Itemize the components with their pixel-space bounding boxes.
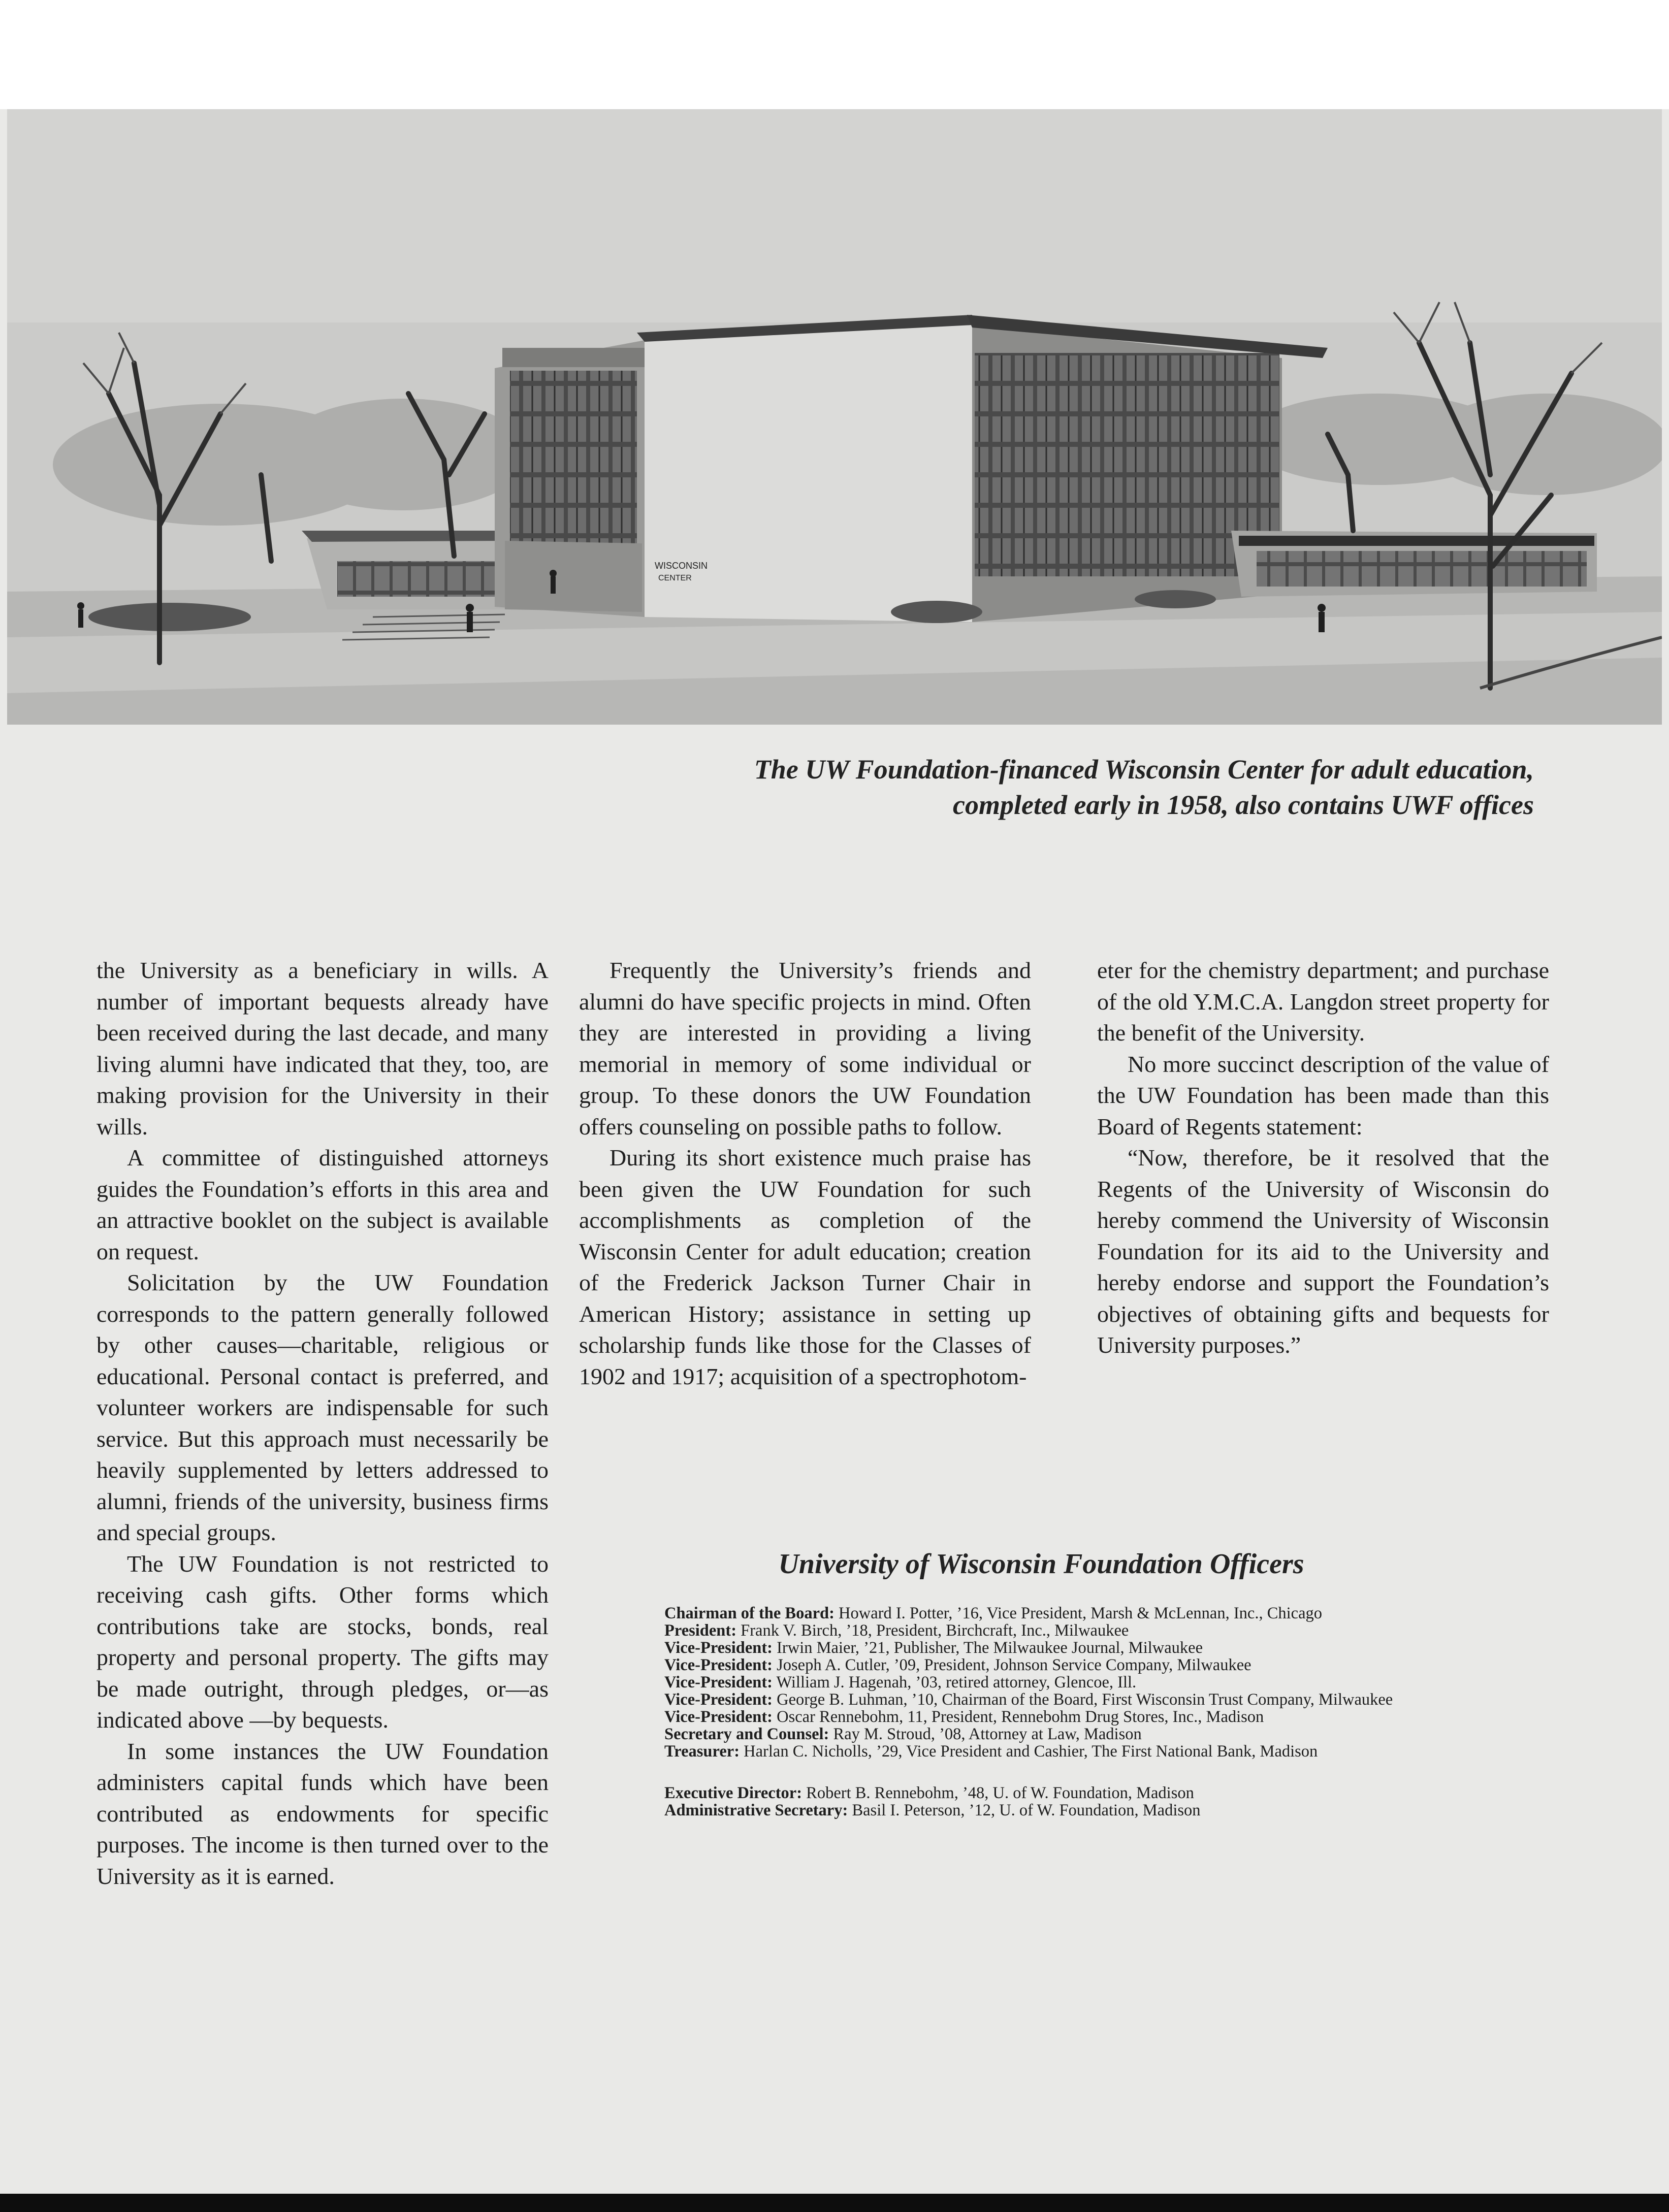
caption-line-1: The UW Foundation-financed Wisconsin Center for adult education, (754, 754, 1534, 785)
staff-entry (664, 1784, 1477, 1802)
text-column-3 (1097, 955, 1549, 1361)
officers-heading: University of Wisconsin Foundation Officers (778, 1548, 1304, 1580)
officer-details: Howard I. Potter, ’16, Vice President, Marsh & McLennan, Inc., Chicago (839, 1604, 1323, 1622)
paragraph: Frequently the University’s friends and alumni do have specific projects in mind. Often they are interested in providing a living memorial in memory of some individual or group. To these donors the UW Foundation offers counseling on possible paths to follow. (579, 957, 1031, 1140)
page-bottom-edge (0, 2194, 1669, 2212)
staff-details: Robert B. Rennebohm, ’48, U. of W. Foundation, Madison (806, 1784, 1194, 1802)
officer-role: Vice-President: (664, 1656, 773, 1674)
officers-list (664, 1605, 1477, 1819)
officer-role: Treasurer: (664, 1742, 740, 1761)
staff-role: Executive Director: (664, 1784, 803, 1802)
officer-details: Frank V. Birch, ’18, President, Birchcraft, Inc., Milwaukee (741, 1621, 1129, 1640)
officer-entry (664, 1622, 1477, 1639)
paragraph: eter for the chemistry department; and purchase of the old Y.M.C.A. Langdon street property for the benefit of the University. (1097, 957, 1549, 1046)
building-illustration (7, 109, 1662, 725)
paragraph: Solicitation by the UW Foundation corresponds to the pattern generally followed by other causes—charitable, religious or educational. Personal contact is preferred, and volunteer workers are indispensable for such service. But this approach must necessarily be heavily supplemented by letters addressed to alumni, friends of the university, business firms and special groups. (97, 1270, 549, 1545)
officer-role: Vice-President: (664, 1673, 773, 1691)
building-sign-line2: CENTER (658, 574, 692, 582)
officer-role: Secretary and Counsel: (664, 1725, 829, 1743)
paragraph: “Now, therefore, be it resolved that the Regents of the University of Wisconsin do hereby commend the University of Wisconsin Foundation for its aid to the University and hereby endorse and support the Foundation’s objectives of obtaining gifts and bequests for University purposes.” (1097, 1145, 1549, 1358)
officer-details: William J. Hagenah, ’03, retired attorney, Glencoe, Ill. (776, 1673, 1137, 1691)
officer-entry (664, 1708, 1477, 1726)
officer-details: George B. Luhman, ’10, Chairman of the Board, First Wisconsin Trust Company, Milwaukee (777, 1690, 1393, 1709)
text-column-2 (579, 955, 1031, 1392)
paragraph: the University as a beneficiary in wills. A number of important bequests already have been received during the last decade, and many living alumni have indicated that they, too, are making provision for the University in their wills. (97, 957, 549, 1140)
paragraph: During its short existence much praise has been given the UW Foundation for such accomplishments as completion of the Wisconsin Center for adult education; creation of the Frederick Jackson Turner Chair in American History; assistance in setting up scholarship funds like those for the Classes of 1902 and 1917; acquisition of a spectrophotom- (579, 1145, 1031, 1389)
paragraph: A committee of distinguished attorneys guides the Foundation’s efforts in this area and an attractive booklet on the subject is available on request. (97, 1145, 549, 1264)
text-column-1 (97, 955, 549, 1892)
staff-details: Basil I. Peterson, ’12, U. of W. Foundation, Madison (852, 1801, 1201, 1819)
illustration-caption (754, 752, 1534, 823)
officer-entry (664, 1674, 1477, 1691)
officer-role: Chairman of the Board: (664, 1604, 834, 1622)
staff-role: Administrative Secretary: (664, 1801, 848, 1819)
officer-role: Vice-President: (664, 1639, 773, 1657)
officer-entry (664, 1639, 1477, 1656)
officer-role: Vice-President: (664, 1690, 773, 1709)
officer-entry (664, 1743, 1477, 1760)
officer-details: Oscar Rennebohm, 11, President, Rennebohm Drug Stores, Inc., Madison (777, 1708, 1264, 1726)
paragraph: The UW Foundation is not restricted to receiving cash gifts. Other forms which contributions take are stocks, bonds, real property and personal property. The gifts may be made outright, through pledges, or—as indicated above —by bequests. (97, 1550, 549, 1733)
paragraph: No more succinct description of the value of the UW Foundation has been made than this Board of Regents statement: (1097, 1051, 1549, 1140)
officer-entry (664, 1605, 1477, 1622)
officer-role: President: (664, 1621, 737, 1640)
staff-entry (664, 1802, 1477, 1819)
officer-details: Joseph A. Cutler, ’09, President, Johnson Service Company, Milwaukee (777, 1656, 1251, 1674)
officer-details: Harlan C. Nicholls, ’29, Vice President and Cashier, The First National Bank, Madison (744, 1742, 1318, 1761)
building-sign-line1: WISCONSIN (655, 561, 708, 571)
caption-line-2: completed early in 1958, also contains UWF offices (953, 790, 1534, 820)
officer-entry (664, 1726, 1477, 1743)
page-top-margin (0, 0, 1669, 109)
officer-details: Irwin Maier, ’21, Publisher, The Milwaukee Journal, Milwaukee (777, 1639, 1203, 1657)
paragraph: In some instances the UW Foundation administers capital funds which have been contributed as endowments for specific purposes. The income is then turned over to the University as it is earned. (97, 1738, 549, 1889)
officer-entry (664, 1691, 1477, 1708)
officer-details: Ray M. Stroud, ’08, Attorney at Law, Madison (833, 1725, 1142, 1743)
officer-role: Vice-President: (664, 1708, 773, 1726)
officer-entry (664, 1656, 1477, 1674)
officers-spacer (664, 1760, 1477, 1784)
